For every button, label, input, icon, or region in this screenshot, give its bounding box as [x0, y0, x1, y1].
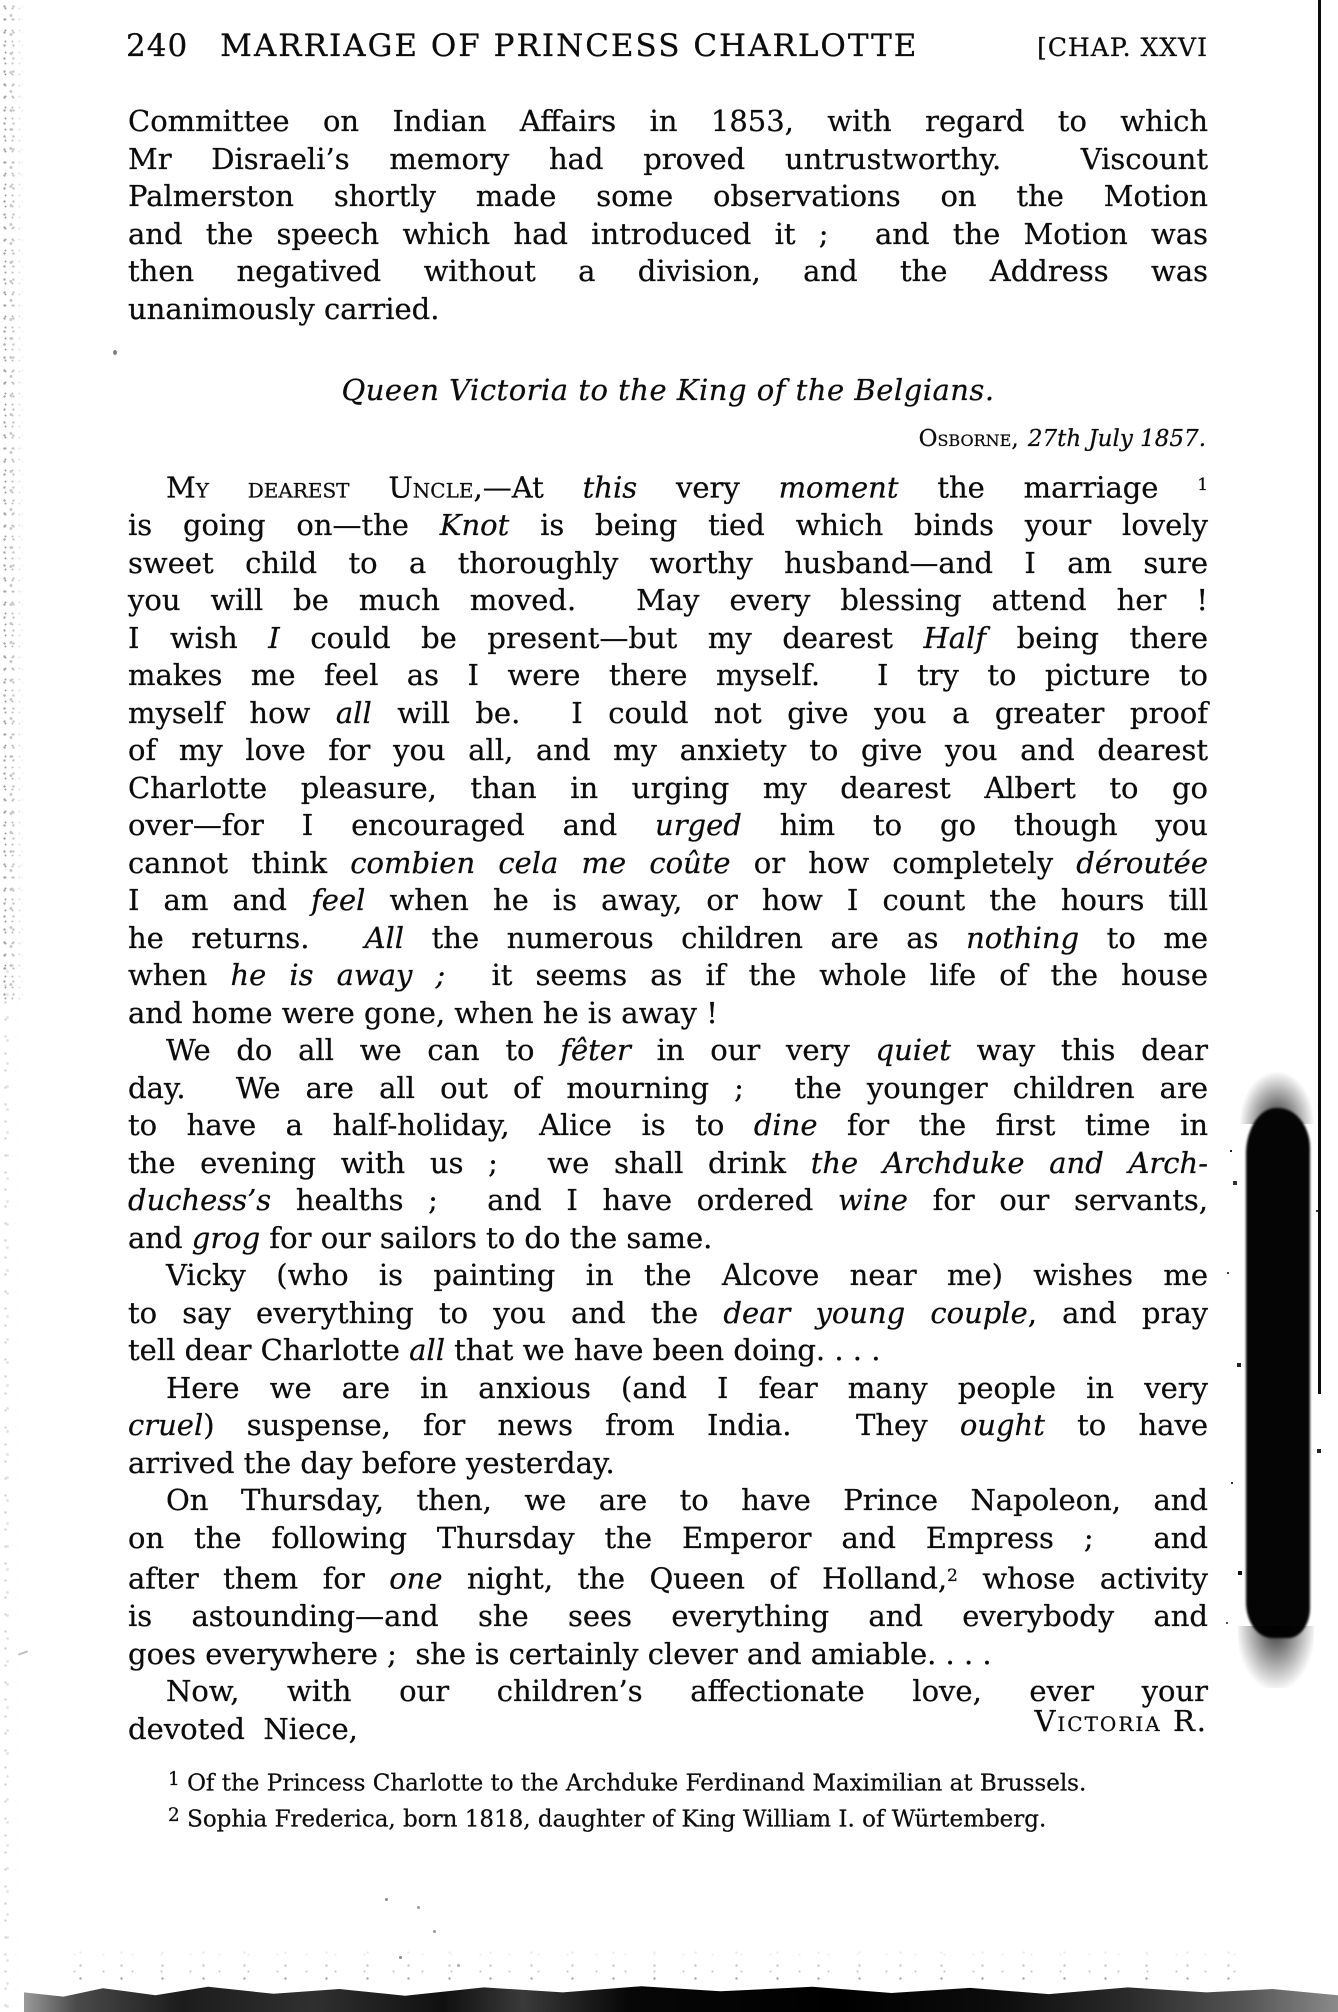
scan-noise-dash	[18, 1650, 28, 1655]
text-run: over—for I encouraged and	[128, 808, 656, 843]
text-run: Charlotte pleasure, than in urging my dearest Albert to go	[128, 770, 1208, 805]
text-run: ) suspense, for news from India. They	[203, 1408, 960, 1443]
text-line	[128, 1107, 1208, 1145]
letter-paragraph	[128, 1482, 1208, 1673]
letter-paragraph	[128, 1370, 1208, 1483]
text-line	[128, 1557, 1208, 1598]
text-run: after them for	[128, 1561, 390, 1596]
text-run: All	[364, 920, 405, 955]
text-run: Here we are in anxious (and I fear many people in very	[166, 1370, 1208, 1405]
scan-artifact-ink-blob-fuzz-top	[1240, 1072, 1314, 1124]
scan-artifact-ink-speckles	[1230, 1150, 1232, 1152]
text-run: the evening with us ; we shall drink	[128, 1145, 811, 1180]
text-line	[128, 1407, 1208, 1445]
text-run: the Archduke and Arch-	[810, 1145, 1209, 1180]
text-run: On Thursday, then, we are to have Prince Napoleon, and	[166, 1483, 1208, 1518]
text-run: to have	[1044, 1408, 1208, 1443]
text-run: is astounding—and she sees everything and everybody and	[128, 1599, 1208, 1634]
text-run: is being tied which binds your lovely	[509, 508, 1208, 543]
text-run: cruel	[128, 1408, 204, 1443]
text-line	[128, 103, 1208, 141]
text-run: Now, with our children’s affectionate love, ever your	[166, 1674, 1208, 1709]
dateline-place: Osborne,	[918, 426, 1019, 452]
chapter-label: [CHAP. XXVI	[1037, 33, 1208, 62]
scan-noise-left-edge-lower	[0, 960, 18, 2010]
text-run: day. We are all out of mourning ; the younger children are	[128, 1070, 1208, 1105]
text-run: I wish	[128, 620, 269, 655]
text-line	[128, 291, 1208, 329]
text-run: We do all we can to	[166, 1033, 561, 1068]
text-run: devoted Niece,	[128, 1711, 358, 1746]
letter-dateline	[128, 426, 1208, 452]
text-line	[128, 1598, 1208, 1636]
text-run: it seems as if the whole life of the house	[445, 958, 1208, 993]
scan-noise-dots	[385, 1898, 388, 1901]
text-line	[128, 845, 1208, 883]
text-line	[128, 620, 1208, 658]
text-run: all	[335, 695, 372, 730]
text-line	[128, 582, 1208, 620]
text-run: to say everything to you and the	[128, 1295, 724, 1330]
signature: Victoria R.	[1034, 1704, 1208, 1738]
text-run: on the following Thursday the Emperor and Empress ; and	[128, 1520, 1208, 1555]
text-line	[128, 882, 1208, 920]
text-run: Palmerston shortly made some observations on the Motion	[128, 179, 1208, 213]
text-run: in our very	[630, 1033, 876, 1068]
text-line	[128, 1032, 1208, 1070]
text-line	[128, 1257, 1208, 1295]
text-run: myself how	[128, 695, 336, 730]
text-line	[128, 141, 1208, 179]
text-run: cannot think	[128, 845, 351, 880]
text-line	[128, 545, 1208, 583]
text-line	[128, 507, 1208, 545]
scan-artifact-ink-blob	[1246, 1108, 1310, 1638]
text-run: duchess’s	[128, 1183, 272, 1218]
text-run: and	[128, 1220, 192, 1255]
text-line	[128, 1636, 1208, 1674]
text-run: night, the Queen of Holland,	[442, 1561, 948, 1596]
text-run: —At	[482, 470, 583, 505]
text-run: Mr Disraeli’s memory had proved untrustworthy. Viscount	[128, 141, 1208, 176]
footnote	[128, 1764, 1208, 1800]
text-run: goes everywhere ; she is certainly clever and amiable. . . .	[128, 1636, 992, 1671]
text-run: being there	[986, 620, 1208, 655]
text-line	[128, 1070, 1208, 1108]
text-run: the marriage	[898, 470, 1198, 505]
scan-noise-speck	[113, 350, 117, 355]
text-run: then negatived without a division, and the Address was	[128, 254, 1208, 288]
text-run: Vicky (who is painting in the Alcove near me) wishes me	[166, 1258, 1208, 1293]
text-line	[128, 1295, 1208, 1333]
text-line	[128, 1482, 1208, 1520]
text-line	[128, 770, 1208, 808]
scan-artifact-ink-blob-fuzz-bottom	[1238, 1626, 1314, 1688]
text-line	[128, 732, 1208, 770]
text-run: when	[128, 958, 231, 993]
text-run: that we have been doing. . . .	[444, 1333, 881, 1368]
letter-paragraph	[128, 466, 1208, 1032]
text-run: fêter	[560, 1033, 631, 1068]
text-run: could be present—but my dearest	[279, 620, 924, 655]
text-run: for our servants,	[907, 1183, 1208, 1218]
text-run: Half	[923, 620, 987, 655]
footnote-marker: 2	[168, 1805, 180, 1827]
text-run: I	[268, 620, 280, 655]
text-run: nothing	[966, 920, 1080, 955]
text-run: My dearest Uncle,	[166, 470, 483, 505]
text-run: whose activity	[957, 1561, 1208, 1596]
text-run: Committee on Indian Affairs in 1853, with regard to which	[128, 104, 1208, 138]
text-line	[128, 253, 1208, 291]
text-run: healths ; and I have ordered	[271, 1183, 838, 1218]
text-run: ought	[959, 1408, 1045, 1443]
dateline-date: 27th July 1857.	[1027, 426, 1206, 452]
text-run: or how completely	[730, 845, 1077, 880]
text-run: unanimously carried.	[128, 291, 440, 326]
text-run: combien cela me coûte	[350, 845, 731, 880]
letter-body	[128, 466, 1208, 1748]
text-run: I am and	[128, 883, 312, 918]
text-line	[128, 657, 1208, 695]
page-number: 240	[126, 28, 189, 64]
scan-noise-left-edge	[0, 0, 24, 1000]
footnote-marker: 1	[168, 1769, 180, 1790]
text-line	[128, 1520, 1208, 1558]
text-line	[128, 920, 1208, 958]
text-line	[128, 1332, 1208, 1370]
text-run: arrived the day before yesterday.	[128, 1445, 615, 1480]
text-run: grog	[191, 1220, 261, 1255]
text-line	[128, 995, 1208, 1033]
text-run: urged	[655, 808, 742, 843]
text-line	[128, 216, 1208, 254]
text-line	[128, 1445, 1208, 1483]
text-run: for the first time in	[817, 1108, 1208, 1143]
text-run: you will be much moved. May every blessing attend her !	[128, 583, 1208, 618]
letter-paragraph	[128, 1032, 1208, 1257]
text-run: dine	[753, 1108, 818, 1143]
text-run: he is away ;	[230, 958, 446, 993]
text-run: quiet	[875, 1033, 951, 1068]
text-line	[128, 695, 1208, 733]
text-run: and home were gone, when he is away !	[128, 995, 718, 1030]
text-run: to have a half-holiday, Alice is to	[128, 1108, 754, 1143]
text-run: all	[409, 1333, 445, 1368]
text-line	[128, 807, 1208, 845]
text-run: dear young couple	[723, 1295, 1028, 1330]
text-run: moment	[778, 470, 899, 505]
text-line	[128, 1182, 1208, 1220]
text-run: sweet child to a thoroughly worthy husband—and I am sure	[128, 545, 1208, 580]
page-header	[126, 28, 1208, 64]
intro-paragraph	[128, 103, 1208, 328]
letter-heading: Queen Victoria to the King of the Belgians.	[341, 373, 995, 407]
footnote-reference: 1	[1197, 474, 1209, 494]
text-run: feel	[311, 883, 366, 918]
text-run: for our sailors to do the same.	[260, 1220, 713, 1255]
text-run: and the speech which had introduced it ; and the Motion was	[128, 216, 1208, 251]
letter-paragraph	[128, 1257, 1208, 1370]
text-line	[128, 1220, 1208, 1258]
scan-artifact-vertical-rule	[1318, 0, 1321, 1394]
text-run: he returns.	[128, 920, 365, 955]
text-run: to me	[1079, 920, 1209, 955]
text-line	[128, 466, 1208, 507]
text-run: way this dear	[950, 1033, 1208, 1068]
text-run: is going on—the	[128, 508, 440, 543]
text-line	[128, 178, 1208, 216]
text-line	[128, 1370, 1208, 1408]
text-run: the numerous children are as	[404, 920, 967, 955]
text-run: makes me feel as I were there myself. I try to picture to	[128, 658, 1208, 693]
scan-artifact-bottom-band	[24, 1984, 1338, 2012]
text-line	[128, 1145, 1208, 1183]
text-run: when he is away, or how I count the hours till	[365, 883, 1208, 918]
text-line	[128, 957, 1208, 995]
footnote-text: Sophia Frederica, born 1818, daughter of King William I. of Würtemberg.	[187, 1806, 1047, 1833]
footnote-reference: 2	[947, 1565, 958, 1586]
text-run: this	[582, 470, 638, 505]
text-run: tell dear Charlotte	[128, 1333, 410, 1368]
text-run: very	[637, 470, 779, 505]
running-title: MARRIAGE OF PRINCESS CHARLOTTE	[220, 28, 919, 64]
scan-noise-bottom-speckles	[60, 1946, 1260, 1984]
text-run: one	[389, 1561, 443, 1596]
text-run: , and pray	[1027, 1295, 1208, 1330]
text-run: déroutée	[1076, 845, 1208, 880]
text-run: of my love for you all, and my anxiety to give you and dearest	[128, 733, 1208, 768]
footnote-text: Of the Princess Charlotte to the Archduke Ferdinand Maximilian at Brussels.	[187, 1770, 1087, 1797]
text-run: wine	[838, 1183, 908, 1218]
text-run: him to go though you	[741, 808, 1208, 843]
footnotes	[128, 1764, 1208, 1836]
text-run: will be. I could not give you a greater proof	[371, 695, 1208, 730]
text-run: Knot	[439, 508, 510, 543]
footnote	[128, 1800, 1208, 1836]
